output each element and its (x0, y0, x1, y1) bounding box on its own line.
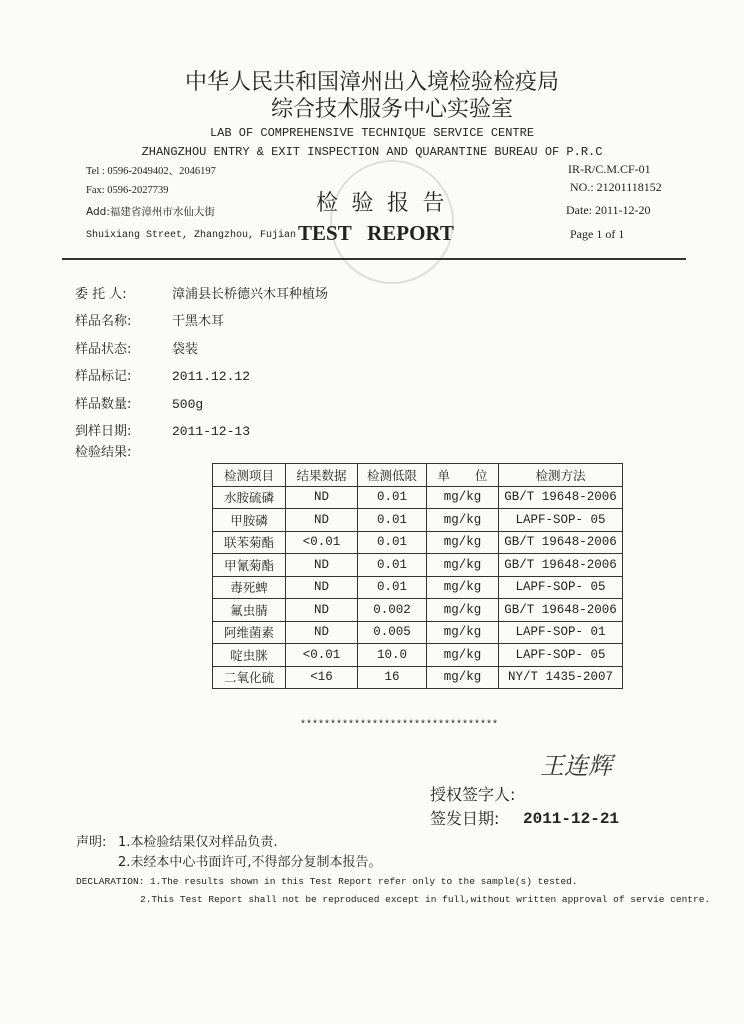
field-label: 样品状态: (75, 342, 132, 357)
field-value: 2011-12-13 (172, 424, 251, 439)
declaration-en-1: 1.The results shown in this Test Report refer only to the sample(s) tested. (150, 876, 578, 887)
table-cell: <16 (286, 666, 358, 689)
declaration-cn-1: 1.本检验结果仅对样品负责. (118, 835, 278, 850)
title-cn-2: 综合技术服务中心实验室 (270, 97, 513, 122)
table-cell: 甲氰菊酯 (213, 554, 286, 577)
table-row (213, 554, 623, 577)
table-cell: mg/kg (427, 666, 499, 689)
table-header-row (213, 464, 623, 487)
table-cell: ND (286, 621, 358, 644)
table-cell: 二氧化硫 (213, 666, 286, 689)
handwritten-signature: 王连辉 (540, 754, 612, 780)
table-cell: mg/kg (427, 621, 499, 644)
column-header: 检测方法 (499, 464, 623, 487)
table-cell: 10.0 (358, 644, 427, 667)
table-cell: ND (286, 509, 358, 532)
report-number: NO.: 21201118152 (570, 180, 662, 194)
table-cell: <0.01 (286, 531, 358, 554)
form-code: IR-R/C.M.CF-01 (568, 162, 651, 176)
table-cell: 16 (358, 666, 427, 689)
table-cell: LAPF-SOP- 05 (499, 509, 623, 532)
table-cell: 阿维菌素 (213, 621, 286, 644)
field-value: 袋装 (172, 342, 199, 357)
table-cell: mg/kg (427, 531, 499, 554)
table-cell: mg/kg (427, 486, 499, 509)
page-number: Page 1 of 1 (570, 227, 625, 241)
table-cell: 联苯菊酯 (213, 531, 286, 554)
declaration-cn-2: 2.未经本中心书面许可,不得部分复制本报告。 (118, 855, 382, 870)
table-cell: 毒死蜱 (213, 576, 286, 599)
table-cell: LAPF-SOP- 05 (499, 576, 623, 599)
field-label: 到样日期: (75, 424, 132, 439)
table-row (213, 486, 623, 509)
table-cell: <0.01 (286, 644, 358, 667)
tel: Tel : 0596-2049402、2046197 (86, 166, 216, 177)
field-value: 2011.12.12 (172, 369, 251, 384)
title-en-2: ZHANGZHOU ENTRY & EXIT INSPECTION AND QUARANTINE BUREAU OF P.R.C (141, 145, 603, 159)
end-mark: ********************************* (300, 720, 499, 731)
table-cell: GB/T 19648-2006 (499, 554, 623, 577)
table-cell: GB/T 19648-2006 (499, 531, 623, 554)
field-label: 样品数量: (75, 397, 132, 412)
table-cell: 氟虫腈 (213, 599, 286, 622)
table-cell: 0.01 (358, 576, 427, 599)
report-date: Date: 2011-12-20 (566, 203, 651, 217)
address-cn: Add:福建省漳州市水仙大街 (86, 206, 215, 218)
issue-date: 2011-12-21 (523, 810, 620, 828)
field-label: 样品标记: (75, 369, 132, 384)
table-cell: mg/kg (427, 599, 499, 622)
results-table (212, 463, 623, 689)
table-cell: 0.005 (358, 621, 427, 644)
address-en: Shuixiang Street, Zhangzhou, Fujian (86, 230, 297, 241)
table-row (213, 621, 623, 644)
title-en-1: LAB OF COMPREHENSIVE TECHNIQUE SERVICE CENTRE (209, 126, 535, 140)
header-divider (62, 258, 686, 260)
table-row (213, 644, 623, 667)
table-cell: GB/T 19648-2006 (499, 599, 623, 622)
table-cell: ND (286, 486, 358, 509)
table-cell: ND (286, 576, 358, 599)
declaration-cn-label: 声明: (76, 835, 107, 850)
table-cell: GB/T 19648-2006 (499, 486, 623, 509)
field-value: 干黑木耳 (172, 314, 225, 329)
table-row (213, 576, 623, 599)
table-cell: 0.01 (358, 486, 427, 509)
declaration-en-2: 2.This Test Report shall not be reproduced except in full,without written approval of servie centre. (140, 894, 711, 905)
table-row (213, 666, 623, 689)
table-row (213, 599, 623, 622)
field-value: 漳浦县长桥德兴木耳种植场 (172, 287, 329, 302)
table-cell: 啶虫脒 (213, 644, 286, 667)
table-cell: ND (286, 554, 358, 577)
fax: Fax: 0596-2027739 (86, 185, 169, 196)
field-label: 委 托 人: (75, 287, 127, 302)
signatory-label: 授权签字人: (430, 785, 516, 804)
column-header: 检测项目 (213, 464, 286, 487)
table-cell: NY/T 1435-2007 (499, 666, 623, 689)
table-cell: LAPF-SOP- 05 (499, 644, 623, 667)
table-cell: LAPF-SOP- 01 (499, 621, 623, 644)
declaration-en-label: DECLARATION: (76, 876, 145, 887)
report-title-en: TEST REPORT (298, 221, 454, 245)
table-cell: 0.01 (358, 531, 427, 554)
issue-date-label: 签发日期: (430, 809, 500, 828)
table-row (213, 509, 623, 532)
table-row (213, 531, 623, 554)
column-header: 检测低限 (358, 464, 427, 487)
table-cell: ND (286, 599, 358, 622)
field-label: 检验结果: (75, 445, 132, 460)
table-cell: mg/kg (427, 644, 499, 667)
table-cell: 0.002 (358, 599, 427, 622)
table-cell: mg/kg (427, 509, 499, 532)
table-cell: mg/kg (427, 576, 499, 599)
table-cell: mg/kg (427, 554, 499, 577)
column-header: 单 位 (427, 464, 499, 487)
column-header: 结果数据 (286, 464, 358, 487)
field-label: 样品名称: (75, 314, 132, 329)
table-cell: 水胺硫磷 (213, 486, 286, 509)
title-cn-1: 中华人民共和国漳州出入境检验检疫局 (184, 70, 559, 95)
table-cell: 甲胺磷 (213, 509, 286, 532)
table-cell: 0.01 (358, 509, 427, 532)
field-value: 500g (172, 397, 204, 412)
table-cell: 0.01 (358, 554, 427, 577)
report-title-cn: 检 验 报 告 (316, 190, 449, 215)
